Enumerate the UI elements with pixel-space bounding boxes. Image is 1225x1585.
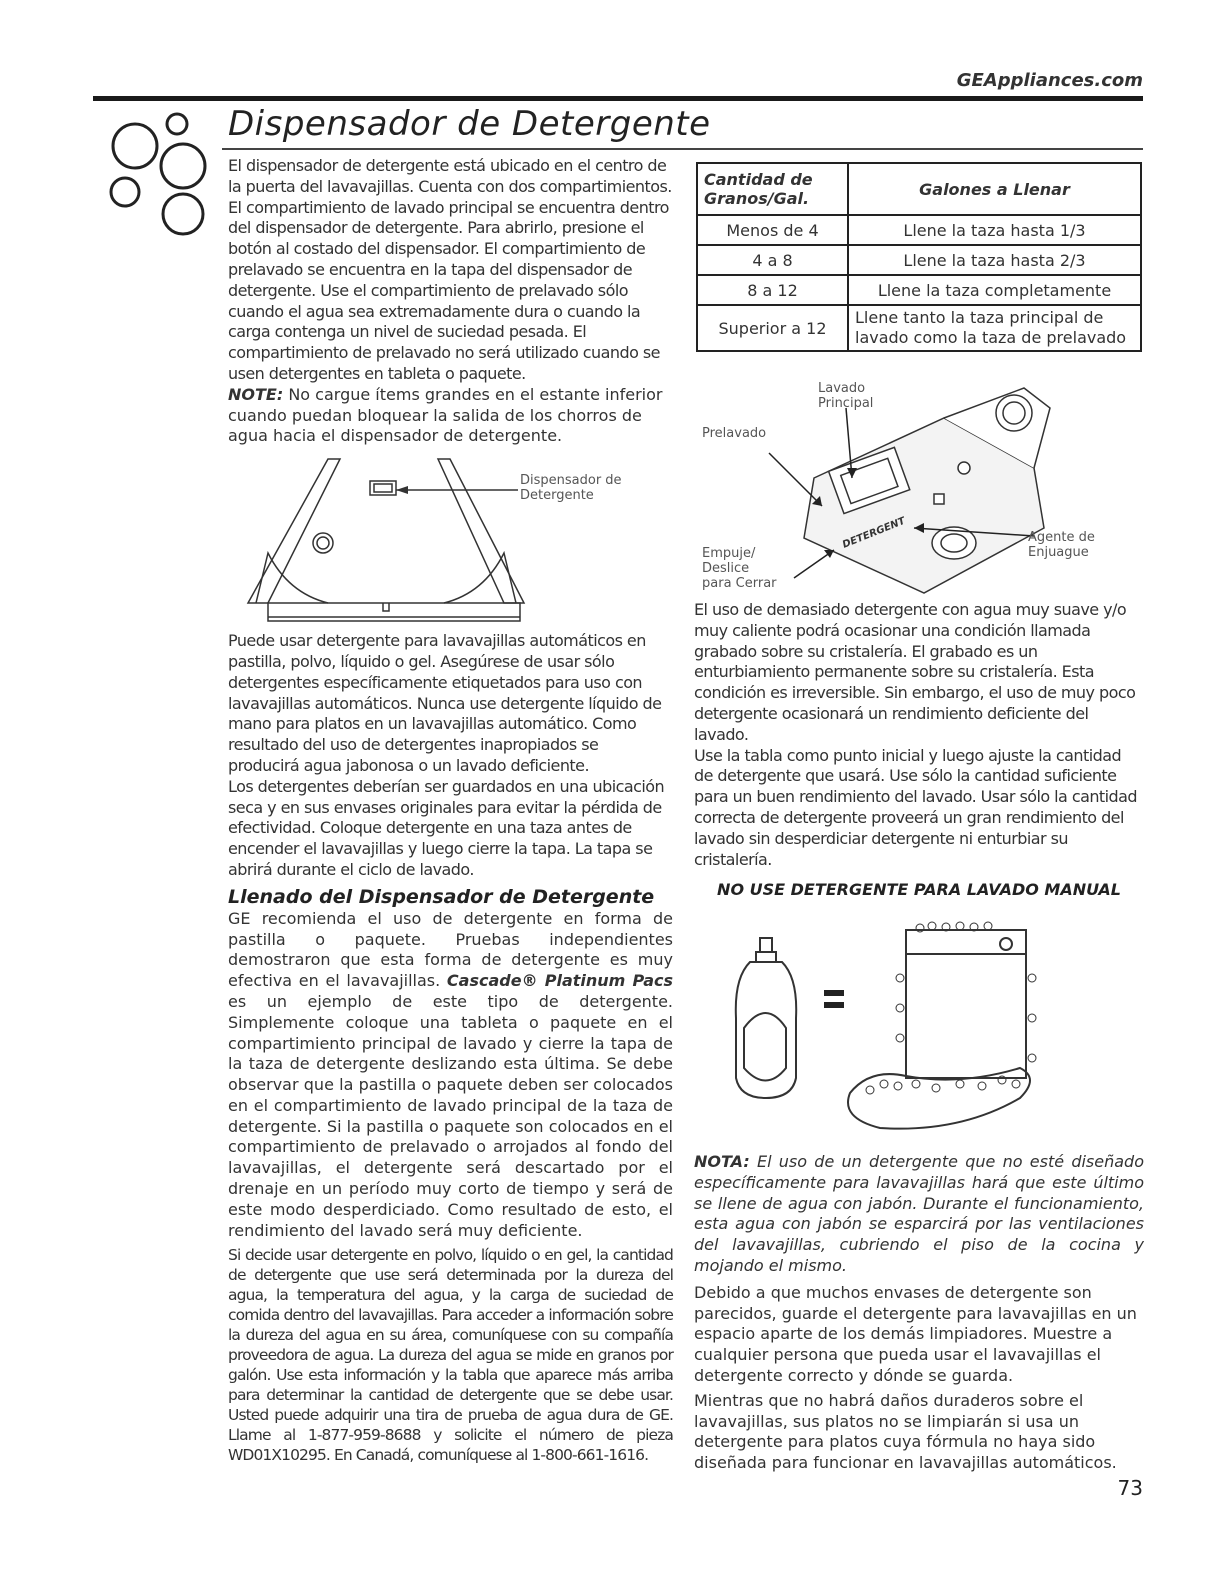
table-cell-grains: Superior a 12: [697, 305, 848, 351]
nota-text: El uso de un detergente que no esté diseñado específicamente para lavavajillas hará que este último se llene de agua con jabón. Durante el funcionamiento, esta agua con jabón se esparcirá por las ventilaciones del lavavajillas, cubriendo el piso de la cocina y mojando el mismo.: [694, 1152, 1144, 1275]
right-column-lower: [694, 1152, 1144, 1474]
table-cell-fill: Llene la taza hasta 1/3: [848, 215, 1141, 245]
filling-heading: Llenado del Dispensador de Detergente: [228, 885, 655, 908]
intro-paragraph: El dispensador de detergente está ubicado en el centro de la puerta del lavavajillas. Cuenta con dos compartimientos. El compartimiento de lavado principal se encuentra dentro del dispensador de detergente. Para abrirlo, presione el botón al costado del dispensador. El compartimiento de prelavado se encuentra en la tapa del dispensador de detergente. Use el compartimiento de prelavado sólo cuando el agua sea extremadamente dura o cuando la carga contenga un nivel de suciedad pesada. El compartimiento de prelavado no será utilizado cuando se usen detergentes en tableta o paquete.: [228, 156, 672, 383]
filling-text-b: es un ejemplo de este tipo de detergente. Simplemente coloque una tableta o paquete en el compartimiento principal de lavado y cierre la tapa de la taza de detergente deslizando esta última. Se debe observar que la pastilla o paquete deben ser colocados en el compartimiento de lavado principal de la taza de detergente. Si la pastilla o paquete son colocados en el compartimiento de prelavado o arrojados al fondo del lavavajillas, el detergente será descartado por el drenaje en un período muy corto de tiempo y será de este modo desperdiciado. Como resultado de esto, el rendimiento del lavado será muy deficiente.: [228, 991, 673, 1240]
brand-name: Cascade® Platinum Pacs: [446, 971, 674, 991]
door-label: [520, 473, 622, 503]
right-column-upper: [694, 600, 1144, 870]
table-cell-fill: Llene la taza hasta 2/3: [848, 245, 1141, 275]
title-rule: [222, 148, 1143, 150]
powder-paragraph: Si decide usar detergente en polvo, líquido o en gel, la cantidad de detergente que use será determinada por la dureza del agua, la temperatura del agua, y la carga de suciedad de comida dentro del lavavajillas. Para acceder a información sobre la dureza del agua en su área, comuníquese con su compañía proveedora de agua. La dureza del agua se mide en granos por galón. Use esta información y la tabla que aparece más arriba para determinar la cantidad de detergente que se debe usar. Usted puede adquirir una tira de prueba de agua dura de GE. Llame al 1-877-959-8688 y solicite el número de pieza WD01X10295. En Canadá, comuníquese al 1-800-661-1616.: [228, 1246, 673, 1465]
damage-note-paragraph: Mientras que no habrá daños duraderos sobre el lavavajillas, sus platos no se limpiarán si usa un detergente para platos cuya fórmula no haya sido diseñada para funcionar en lavavajillas automáticos.: [694, 1390, 1117, 1473]
etching-paragraph: El uso de demasiado detergente con agua muy suave y/o muy caliente podrá ocasionar una condición llamada grabado sobre su cristalería. El grabado es un enturbiamiento permanente sobre su cristalería. Esta condición es irreversible. Sin embargo, el uso de muy poco detergente ocasionará un rendimiento deficiente del lavado.: [694, 600, 1136, 744]
table-header-grains: Cantidad de Granos/Gal.: [697, 163, 848, 215]
label-rinse-agent: Agente de Enjuague: [1028, 530, 1095, 560]
page-title: Dispensador de Detergente: [228, 104, 711, 144]
table-row: [697, 275, 1141, 305]
bubbles-icon: [95, 110, 225, 240]
header-rule: [93, 96, 1143, 101]
nota-label: NOTA:: [694, 1152, 750, 1171]
door-label-line2: Detergente: [520, 488, 594, 504]
note-text: No cargue ítems grandes en el estante inferior cuando puedan bloquear la salida de los chorros de agua hacia el dispensador de detergente.: [228, 384, 663, 446]
label-prewash: Prelavado: [702, 426, 767, 441]
cup-text: DETERGENT: [841, 515, 907, 551]
table-cell-fill: Llene tanto la taza principal de lavado como la taza de prelavado: [848, 305, 1141, 351]
door-diagram: [228, 453, 673, 625]
door-label-line1: Dispensador de: [520, 473, 622, 489]
suds-illustration: [720, 918, 1050, 1148]
nota-paragraph: [694, 1152, 1144, 1277]
filling-text-a: GE recomienda el uso de detergente en forma de pastilla o paquete. Pruebas independientes demostraron que esta forma de detergente es muy efectiva en el lavavajillas.: [228, 908, 673, 991]
dispenser-diagram: [694, 378, 1144, 600]
adjust-paragraph: Use la tabla como punto inicial y luego ajuste la cantidad de detergente que usará. Use sólo la cantidad suficiente para un buen rendimiento del lavado. Usar sólo la cantidad correcta de detergente proveerá un gran rendimiento del lavado sin desperdiciar detergente ni enturbiar su cristalería.: [694, 745, 1138, 869]
storage-paragraph: Los detergentes deberían ser guardados en una ubicación seca y en sus envases originales para evitar la pérdida de efectividad. Coloque detergente en una taza antes de encender el lavavajillas y luego cierre la tapa. La tapa se abrirá durante el ciclo de lavado.: [228, 776, 665, 879]
label-main-wash: Lavado Principal: [818, 381, 874, 411]
site-url: GEAppliances.com: [956, 70, 1143, 91]
page-number: 73: [1117, 1476, 1143, 1500]
label-push-slide: Empuje/ Deslice para Cerrar: [702, 546, 777, 591]
table-row: [697, 305, 1141, 351]
table-row: [697, 245, 1141, 275]
warning-caption: NO USE DETERGENTE PARA LAVADO MANUAL: [717, 880, 1121, 899]
table-cell-grains: 4 a 8: [697, 245, 848, 275]
table-cell-grains: 8 a 12: [697, 275, 848, 305]
table-row: [697, 215, 1141, 245]
grain-table: [696, 162, 1142, 352]
table-cell-fill: Llene la taza completamente: [848, 275, 1141, 305]
filling-paragraph: [228, 909, 673, 1242]
table-cell-grains: Menos de 4: [697, 215, 848, 245]
left-column: [228, 156, 673, 1465]
detergent-types-paragraph: Puede usar detergente para lavavajillas automáticos en pastilla, polvo, líquido o gel. Asegúrese de usar sólo detergentes específicamente etiquetados para uso con lavavajillas automáticos. Nunca use detergente líquido de mano para platos en un lavavajillas automático. Como resultado del uso de detergentes inapropiados se producirá agua jabonosa o un lavado deficiente.: [228, 631, 662, 775]
note-label: NOTE:: [228, 384, 284, 404]
table-header-row: [697, 163, 1141, 215]
note-paragraph: [228, 385, 673, 447]
storage-note-paragraph: Debido a que muchos envases de detergente son parecidos, guarde el detergente para lavavajillas en un espacio aparte de los demás limpiadores. Muestre a cualquier persona que pueda usar el lavavajillas el detergente correcto y dónde se guarda.: [694, 1282, 1137, 1385]
table-header-fill: Galones a Llenar: [848, 163, 1141, 215]
